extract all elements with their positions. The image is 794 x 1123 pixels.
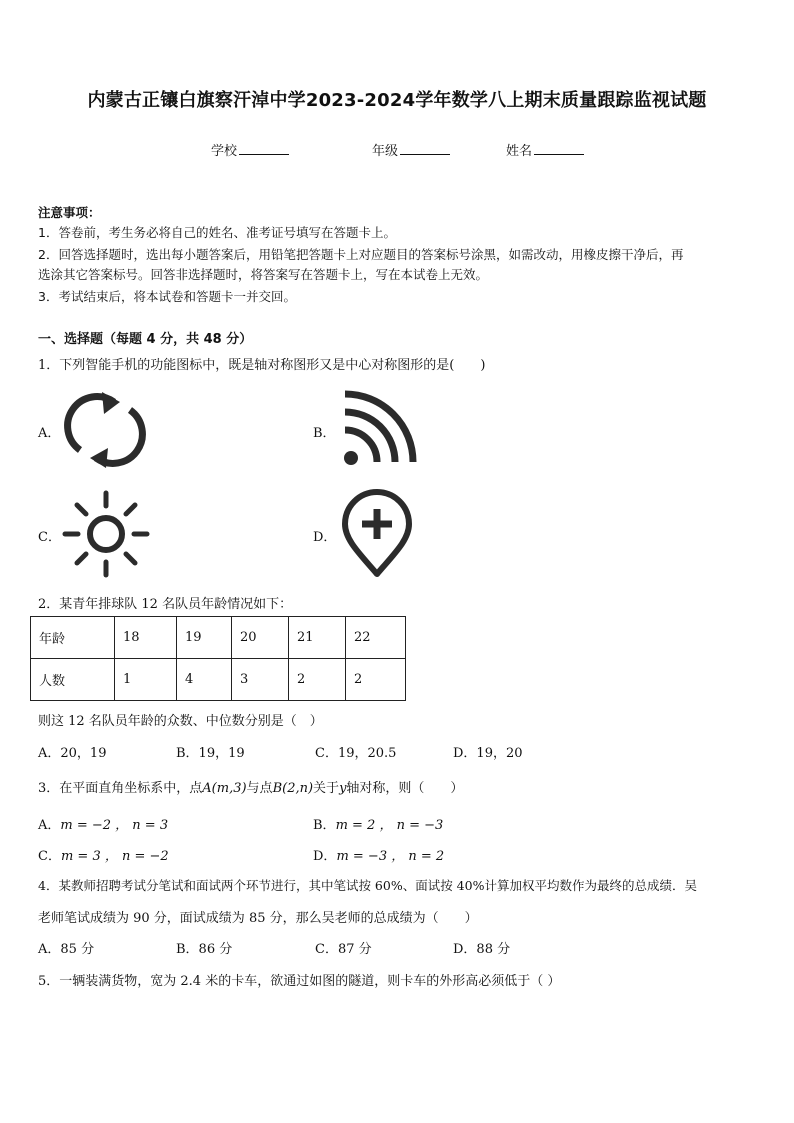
q1-option-c-label: C． [38, 530, 61, 545]
q3-option-c-expr: m = 3 ， n = −2 [60, 849, 169, 864]
table-cell: 21 [289, 617, 346, 659]
q2-option-a: A．20，19 [38, 746, 107, 761]
q1-stem: 1．下列智能手机的功能图标中，既是轴对称图形又是中心对称图形的是( ) [38, 358, 486, 373]
q3-option-d [313, 845, 444, 864]
table-cell: 3 [232, 659, 289, 701]
q3-option-a [38, 814, 168, 833]
q5-stem: 5．一辆装满货物，宽为 2.4 米的卡车，欲通过如图的隧道，则卡车的外形高必须低于（ ） [38, 974, 561, 989]
refresh-icon [62, 390, 148, 470]
note-item: 1．答卷前，考生务必将自己的姓名、准考证号填写在答题卡上。 [38, 225, 396, 240]
school-label: 学校 [211, 144, 238, 159]
name-label: 姓名 [506, 144, 533, 159]
q2-option-c: C．19，20.5 [315, 746, 397, 761]
q4-line1: 4．某教师招聘考试分笔试和面试两个环节进行，其中笔试按 60%、面试按 40%计算加权平均数作为最终的总成绩．吴 [38, 878, 697, 893]
page-title: 内蒙古正镶白旗察汗淖中学2023-2024学年数学八上期末质量跟踪监视试题 [87, 90, 707, 111]
q2-option-b: B．19，19 [176, 746, 245, 761]
grade-blank [400, 142, 450, 155]
q1-option-d-label: D． [313, 530, 337, 545]
q3-point-a: A(m,3) [202, 781, 247, 796]
table-cell: 2 [346, 659, 406, 701]
table-cell: 19 [177, 617, 232, 659]
q2-question: 则这 12 名队员年龄的众数、中位数分别是（ ） [38, 714, 323, 729]
q3-option-b [313, 814, 443, 833]
notes-heading: 注意事项： [38, 205, 101, 220]
q4-option-c: C．87 分 [315, 942, 372, 957]
table-cell: 年龄 [31, 617, 115, 659]
wifi-signal-icon [337, 388, 421, 470]
note-item: 选涂其它答案标号。回答非选择题时，将答案写在答题卡上，写在本试卷上无效。 [38, 267, 489, 282]
q1-option-a-label: A． [38, 426, 61, 441]
q3-option-a-expr: m = −2 ， n = 3 [60, 818, 169, 833]
location-add-icon [340, 488, 414, 578]
q3-option-c-label: C． [38, 849, 61, 864]
q2-option-d: D．19，20 [453, 746, 523, 761]
table-row [31, 659, 406, 701]
table-cell: 2 [289, 659, 346, 701]
q3-option-c [38, 845, 169, 864]
q3-mid: 与点 [246, 781, 273, 796]
age-table [30, 616, 406, 701]
school-blank [239, 142, 289, 155]
q3-option-d-expr: m = −3 ， n = 2 [336, 849, 445, 864]
school-field [211, 140, 289, 159]
table-cell: 4 [177, 659, 232, 701]
q3-option-d-label: D． [313, 849, 337, 864]
q4-option-d: D．88 分 [453, 942, 511, 957]
q1-option-b-label: B． [313, 426, 336, 441]
q3-suffix2: 轴对称，则（ ） [346, 781, 464, 796]
sun-icon [62, 490, 150, 578]
q3-prefix: 3．在平面直角坐标系中，点 [38, 781, 203, 796]
q3-stem [38, 777, 463, 796]
q3-option-b-label: B． [313, 818, 336, 833]
q3-point-b: B(2,n) [272, 781, 314, 796]
q2-stem: 2．某青年排球队 12 名队员年龄情况如下： [38, 597, 293, 612]
name-field [506, 140, 584, 159]
table-cell: 1 [115, 659, 177, 701]
grade-label: 年级 [372, 144, 399, 159]
note-item: 3．考试结束后，将本试卷和答题卡一并交回。 [38, 289, 296, 304]
table-cell: 人数 [31, 659, 115, 701]
q4-option-a: A．85 分 [38, 942, 95, 957]
q3-option-b-expr: m = 2 ， n = −3 [335, 818, 444, 833]
table-cell: 20 [232, 617, 289, 659]
table-cell: 18 [115, 617, 177, 659]
q4-option-b: B．86 分 [176, 942, 233, 957]
name-blank [534, 142, 584, 155]
grade-field [372, 140, 450, 159]
table-row [31, 617, 406, 659]
q3-option-a-label: A． [38, 818, 61, 833]
q4-line2: 老师笔试成绩为 90 分，面试成绩为 85 分，那么吴老师的总成绩为（ ） [38, 911, 478, 926]
section-heading: 一、选择题（每题 4 分，共 48 分） [38, 332, 253, 347]
note-item: 2．回答选择题时，选出每小题答案后，用铅笔把答题卡上对应题目的答案标号涂黑，如需改动，用橡皮擦干净后，再 [38, 247, 684, 262]
table-cell: 22 [346, 617, 406, 659]
q3-axis: y [339, 781, 347, 796]
q3-suffix1: 关于 [313, 781, 340, 796]
